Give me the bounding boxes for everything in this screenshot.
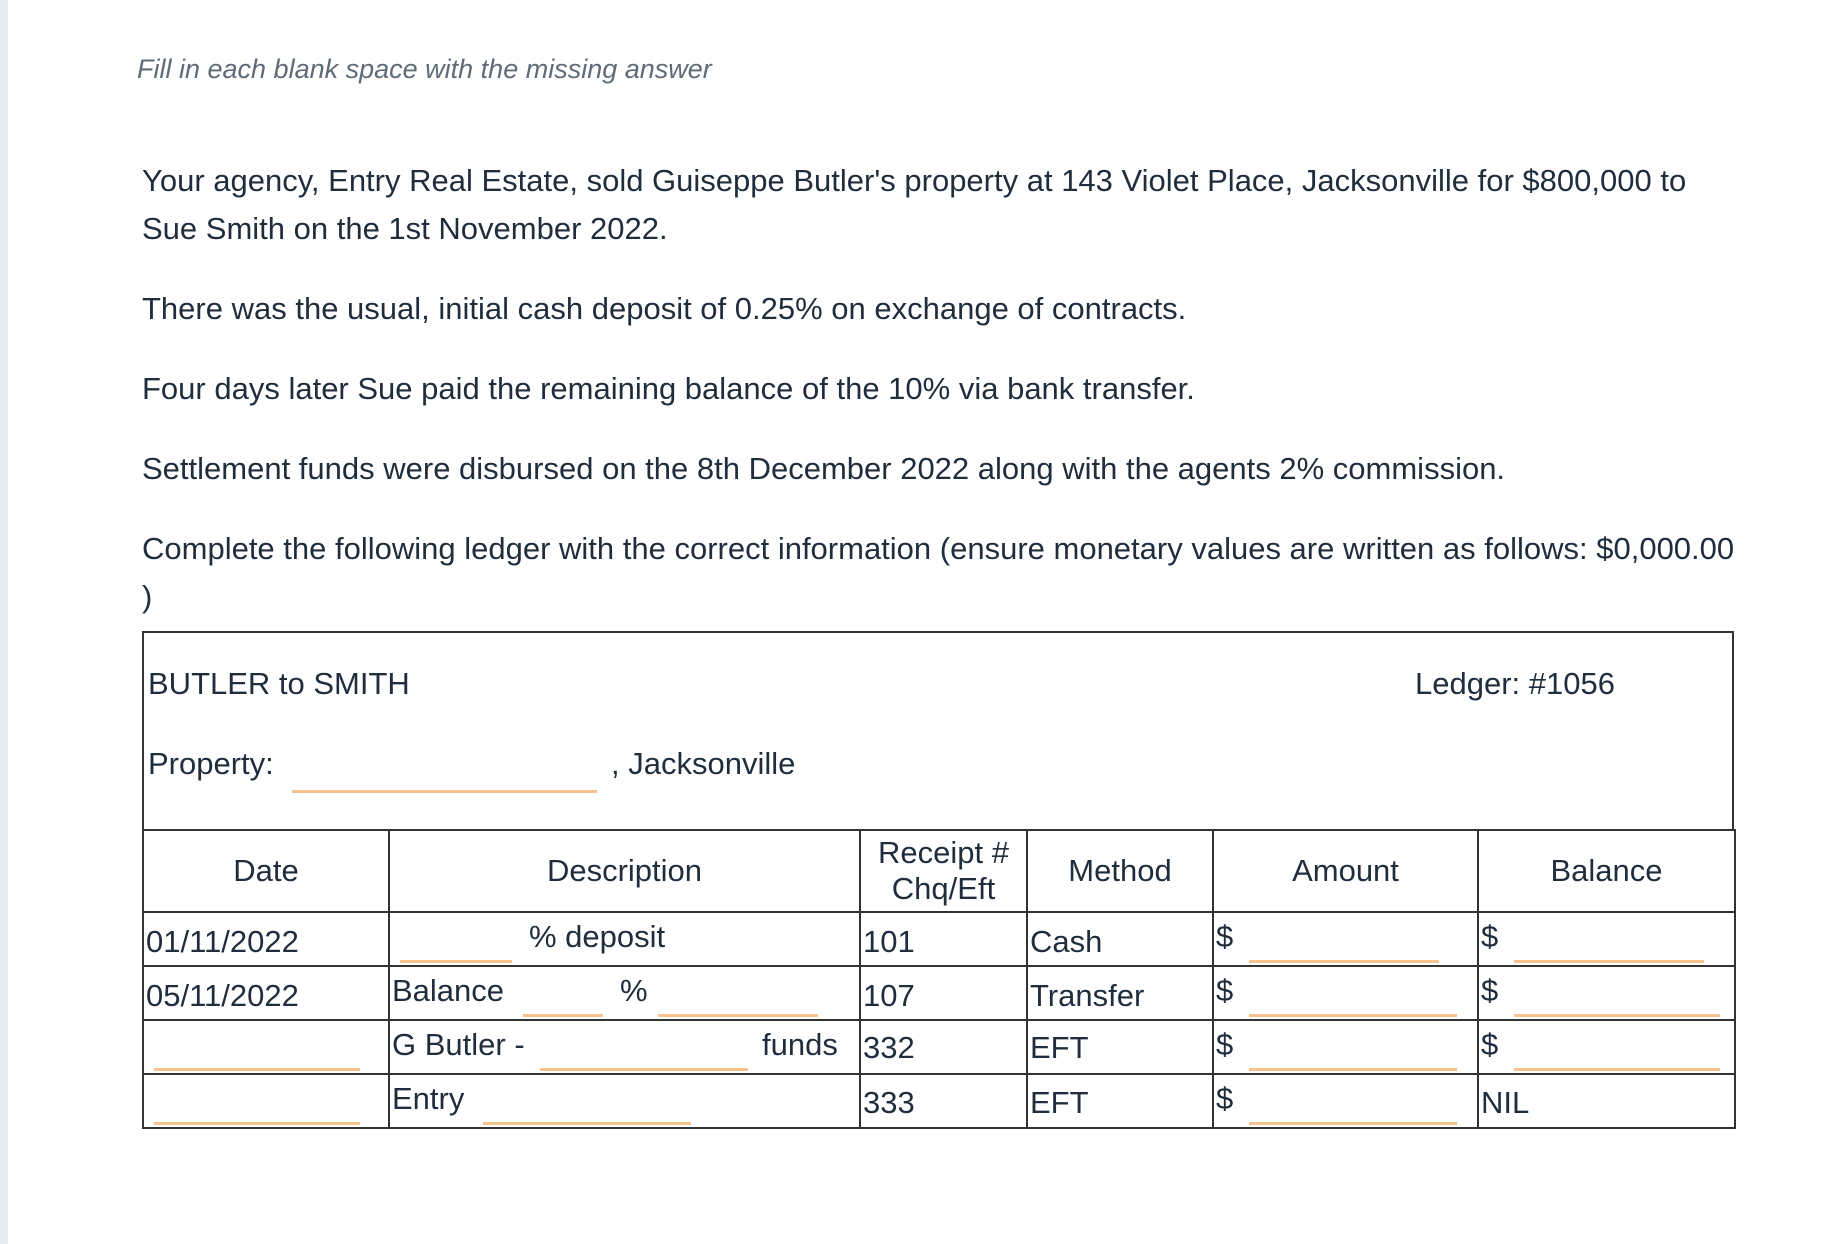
date-cell xyxy=(143,1020,389,1074)
header-amount: Amount xyxy=(1213,830,1478,912)
method-cell xyxy=(1027,966,1213,1020)
ledger-number: Ledger: #1056 xyxy=(1415,666,1615,701)
description-before: Balance xyxy=(392,973,505,1008)
scenario-paragraph-1: Your agency, Entry Real Estate, sold Guiseppe Butler's property at 143 Violet Place, Jacksonville for $800,000 to Sue Smith on the 1st November 2022. xyxy=(142,163,1687,246)
description-mid: % xyxy=(620,973,648,1008)
balance-currency: $ xyxy=(1481,973,1499,1008)
receipt-cell xyxy=(860,912,1027,966)
date-blank[interactable] xyxy=(154,1068,360,1071)
amount-blank[interactable] xyxy=(1249,1014,1457,1017)
header-receipt-line2: Chq/Eft xyxy=(891,871,996,906)
description-cell xyxy=(389,1074,860,1128)
table-row xyxy=(143,912,1735,966)
balance-value: NIL xyxy=(1481,1085,1530,1120)
receipt-cell xyxy=(860,1020,1027,1074)
deposit-percent-blank[interactable] xyxy=(400,960,512,963)
method-value: Transfer xyxy=(1030,978,1145,1013)
amount-cell xyxy=(1213,1020,1478,1074)
amount-cell xyxy=(1213,912,1478,966)
balance-description-blank[interactable] xyxy=(658,1014,818,1017)
balance-blank[interactable] xyxy=(1514,960,1704,963)
balance-blank[interactable] xyxy=(1514,1014,1720,1017)
method-cell xyxy=(1027,912,1213,966)
amount-currency: $ xyxy=(1216,1027,1234,1062)
description-cell xyxy=(389,1020,860,1074)
instruction-text: Fill in each blank space with the missing answer xyxy=(137,54,712,84)
receipt-cell xyxy=(860,966,1027,1020)
balance-currency: $ xyxy=(1481,1027,1499,1062)
ledger-table xyxy=(142,829,1736,1129)
method-cell xyxy=(1027,1074,1213,1128)
ledger-title: BUTLER to SMITH xyxy=(148,666,410,701)
header-method: Method xyxy=(1027,830,1213,912)
description-before: Entry xyxy=(392,1081,465,1116)
balance-cell xyxy=(1478,1074,1735,1128)
header-receipt-line1: Receipt # xyxy=(878,835,1009,870)
receipt-value: 332 xyxy=(863,1030,915,1065)
property-label: Property: xyxy=(148,746,274,781)
entry-description-blank[interactable] xyxy=(483,1122,691,1125)
date-cell xyxy=(143,912,389,966)
description-cell xyxy=(389,966,860,1020)
description-after: funds xyxy=(762,1027,838,1062)
amount-cell xyxy=(1213,1074,1478,1128)
method-cell xyxy=(1027,1020,1213,1074)
left-rail xyxy=(0,0,8,1244)
date-cell xyxy=(143,1074,389,1128)
method-value: EFT xyxy=(1030,1085,1089,1120)
date-value: 05/11/2022 xyxy=(146,978,299,1013)
balance-currency: $ xyxy=(1481,919,1499,954)
header-description: Description xyxy=(389,830,860,912)
description-cell xyxy=(389,912,860,966)
header-date: Date xyxy=(143,830,389,912)
ledger-header-row xyxy=(143,830,1735,912)
funds-type-blank[interactable] xyxy=(540,1068,748,1071)
balance-cell xyxy=(1478,1020,1735,1074)
property-address-blank[interactable] xyxy=(292,790,597,793)
receipt-value: 101 xyxy=(863,924,915,959)
table-row xyxy=(143,1020,1735,1074)
date-cell xyxy=(143,966,389,1020)
description-before: G Butler - xyxy=(392,1027,525,1062)
date-blank[interactable] xyxy=(154,1122,360,1125)
ledger-header xyxy=(142,631,1734,829)
balance-cell xyxy=(1478,966,1735,1020)
amount-cell xyxy=(1213,966,1478,1020)
date-value: 01/11/2022 xyxy=(146,924,299,959)
table-row xyxy=(143,966,1735,1020)
method-value: EFT xyxy=(1030,1030,1089,1065)
balance-cell xyxy=(1478,912,1735,966)
description-after: % deposit xyxy=(529,919,666,954)
receipt-value: 107 xyxy=(863,978,915,1013)
amount-blank[interactable] xyxy=(1249,1068,1457,1071)
balance-percent-blank[interactable] xyxy=(523,1014,603,1017)
amount-currency: $ xyxy=(1216,919,1234,954)
header-receipt xyxy=(860,830,1027,912)
receipt-cell xyxy=(860,1074,1027,1128)
amount-blank[interactable] xyxy=(1249,1122,1457,1125)
header-balance: Balance xyxy=(1478,830,1735,912)
amount-currency: $ xyxy=(1216,1081,1234,1116)
property-suffix: , Jacksonville xyxy=(611,746,796,781)
balance-blank[interactable] xyxy=(1514,1068,1720,1071)
table-row xyxy=(143,1074,1735,1128)
amount-blank[interactable] xyxy=(1249,960,1439,963)
amount-currency: $ xyxy=(1216,973,1234,1008)
scenario-paragraph-3: Four days later Sue paid the remaining balance of the 10% via bank transfer. xyxy=(142,371,1195,406)
scenario-paragraph-4: Settlement funds were disbursed on the 8th December 2022 along with the agents 2% commission. xyxy=(142,451,1506,486)
receipt-value: 333 xyxy=(863,1085,915,1120)
method-value: Cash xyxy=(1030,924,1103,959)
scenario-paragraph-2: There was the usual, initial cash deposit of 0.25% on exchange of contracts. xyxy=(142,291,1187,326)
scenario-paragraph-5: Complete the following ledger with the correct information (ensure monetary values are written as follows: $0,000.00 ) xyxy=(142,531,1735,614)
